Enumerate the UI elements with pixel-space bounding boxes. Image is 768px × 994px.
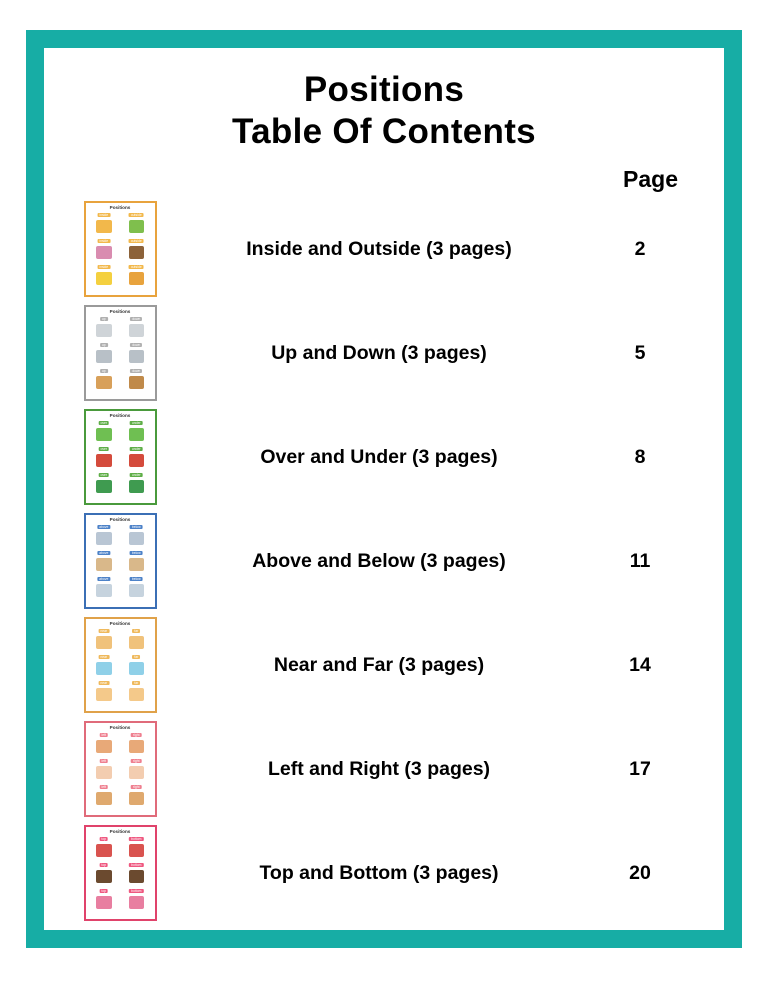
thumbnail-tile [89, 785, 120, 809]
thumbnail-tile-label: under [131, 446, 141, 451]
thumbnail-tile [121, 889, 152, 913]
thumbnail-tile [121, 681, 152, 705]
thumbnail-tile-label: inside [99, 264, 109, 269]
thumbnail-illustration [96, 844, 112, 857]
toc-entry-page-cell [592, 238, 694, 261]
thumbnail-tile-grid [89, 629, 152, 705]
toc-entry-label-cell [166, 862, 592, 885]
toc-entry-page-number: 20 [629, 861, 651, 884]
thumbnail-tile-grid [89, 317, 152, 393]
thumbnail-tile [89, 577, 120, 601]
thumbnail-illustration [96, 584, 112, 597]
thumbnail-illustration [129, 636, 144, 649]
toc-entry-page-cell [592, 758, 694, 781]
teal-border-frame [26, 30, 742, 948]
thumbnail-illustration [129, 220, 144, 233]
thumbnail-tile-label: near [100, 680, 108, 685]
thumbnail-tile-label: inside [99, 238, 109, 243]
thumbnail-tile [121, 759, 152, 783]
thumbnail-tile [89, 655, 120, 679]
thumbnail-tile-grid [89, 733, 152, 809]
thumbnail-tile [121, 577, 152, 601]
thumbnail-tile-grid [89, 421, 152, 497]
thumbnail-tile [89, 551, 120, 575]
thumbnail-tile-label: right [132, 732, 140, 737]
thumbnail-tile [121, 473, 152, 497]
worksheet-thumbnail-icon[interactable] [84, 617, 157, 713]
worksheet-thumbnail-icon[interactable] [84, 513, 157, 609]
thumbnail-illustration [129, 792, 144, 805]
thumbnail-tile-label: bottom [131, 836, 142, 841]
thumbnail-tile-grid [89, 213, 152, 289]
toc-row[interactable] [74, 509, 694, 613]
thumbnail-caption: Positions [109, 725, 131, 730]
thumbnail-illustration [96, 454, 112, 467]
thumbnail-caption: Positions [109, 517, 131, 522]
thumbnail-tile [89, 213, 120, 237]
thumbnail-illustration [129, 324, 144, 337]
thumbnail-tile-label: down [132, 342, 141, 347]
thumbnail-tile-label: right [132, 784, 140, 789]
thumbnail-tile [121, 265, 152, 289]
page-title [74, 70, 694, 154]
thumbnail-caption: Positions [109, 413, 131, 418]
toc-entry-label[interactable]: Left and Right (3 pages) [267, 757, 491, 780]
toc-entry-page-number: 17 [629, 757, 651, 780]
toc-entry-label[interactable]: Over and Under (3 pages) [260, 445, 498, 468]
thumbnail-tile [121, 317, 152, 341]
toc-row[interactable] [74, 301, 694, 405]
thumbnail-tile [89, 447, 120, 471]
toc-thumbnail-cell [74, 409, 166, 505]
thumbnail-illustration [96, 532, 112, 545]
toc-row[interactable] [74, 405, 694, 509]
thumbnail-tile [121, 421, 152, 445]
thumbnail-tile [89, 759, 120, 783]
thumbnail-illustration [129, 688, 144, 701]
toc-entry-page-cell [592, 446, 694, 469]
worksheet-thumbnail-icon[interactable] [84, 409, 157, 505]
thumbnail-tile [121, 343, 152, 367]
thumbnail-tile-label: over [100, 446, 108, 451]
thumbnail-illustration [129, 376, 144, 389]
thumbnail-illustration [96, 376, 112, 389]
toc-entry-page-number: 2 [634, 237, 646, 260]
toc-entry-page-number: 8 [634, 445, 646, 468]
page-column-header-row [74, 166, 694, 193]
thumbnail-caption: Positions [109, 309, 131, 314]
toc-thumbnail-cell [74, 513, 166, 609]
thumbnail-illustration [96, 220, 112, 233]
thumbnail-tile-grid [89, 837, 152, 913]
thumbnail-illustration [129, 428, 144, 441]
toc-entry-label-cell [166, 238, 592, 261]
thumbnail-tile-label: above [99, 550, 109, 555]
thumbnail-illustration [96, 272, 112, 285]
thumbnail-illustration [129, 870, 144, 883]
thumbnail-tile [89, 837, 120, 861]
thumbnail-tile [89, 343, 120, 367]
content-sheet [44, 48, 724, 930]
toc-row[interactable] [74, 717, 694, 821]
thumbnail-tile [89, 863, 120, 887]
thumbnail-tile [89, 317, 120, 341]
thumbnail-illustration [129, 272, 144, 285]
thumbnail-illustration [96, 896, 112, 909]
toc-entry-page-cell [592, 862, 694, 885]
thumbnail-tile [121, 369, 152, 393]
thumbnail-illustration [129, 350, 144, 363]
thumbnail-tile-label: above [99, 524, 109, 529]
thumbnail-tile-label: near [100, 628, 108, 633]
toc-row[interactable] [74, 613, 694, 717]
page-column-header: Page [623, 166, 678, 192]
toc-entry-label-cell [166, 550, 592, 573]
thumbnail-tile [121, 863, 152, 887]
thumbnail-tile-label: outside [130, 238, 142, 243]
toc-thumbnail-cell [74, 617, 166, 713]
thumbnail-tile-label: bottom [131, 862, 142, 867]
thumbnail-tile-label: under [131, 420, 141, 425]
toc-entry-label-cell [166, 342, 592, 365]
thumbnail-tile [89, 239, 120, 263]
thumbnail-tile-label: outside [130, 212, 142, 217]
thumbnail-illustration [96, 350, 112, 363]
thumbnail-illustration [96, 246, 112, 259]
thumbnail-tile-label: up [101, 316, 106, 321]
thumbnail-tile-label: outside [130, 264, 142, 269]
toc-entry-label-cell [166, 446, 592, 469]
thumbnail-illustration [129, 766, 144, 779]
thumbnail-tile-label: below [131, 550, 141, 555]
thumbnail-tile-label: below [131, 524, 141, 529]
thumbnail-tile-grid [89, 525, 152, 601]
thumbnail-tile-label: top [101, 862, 107, 867]
thumbnail-tile-label: left [101, 758, 107, 763]
thumbnail-tile-label: right [132, 758, 140, 763]
thumbnail-illustration [96, 480, 112, 493]
thumbnail-tile [121, 525, 152, 549]
thumbnail-tile [121, 239, 152, 263]
thumbnail-illustration [96, 688, 112, 701]
thumbnail-tile-label: top [101, 888, 107, 893]
title-line-secondary: Table Of Contents [232, 112, 536, 152]
toc-entry-label[interactable]: Near and Far (3 pages) [273, 653, 485, 676]
thumbnail-tile-label: left [101, 732, 107, 737]
thumbnail-illustration [129, 662, 144, 675]
thumbnail-tile-label: under [131, 472, 141, 477]
thumbnail-illustration [129, 532, 144, 545]
thumbnail-illustration [129, 740, 144, 753]
toc-entry-label[interactable]: Inside and Outside (3 pages) [246, 237, 512, 260]
thumbnail-tile [89, 369, 120, 393]
thumbnail-illustration [96, 870, 112, 883]
thumbnail-tile [89, 681, 120, 705]
toc-thumbnail-cell [74, 721, 166, 817]
thumbnail-tile-label: down [132, 368, 141, 373]
thumbnail-tile-label: below [131, 576, 141, 581]
thumbnail-illustration [96, 428, 112, 441]
thumbnail-tile-label: far [134, 654, 139, 659]
thumbnail-illustration [129, 584, 144, 597]
toc-entry-label-cell [166, 654, 592, 677]
toc-thumbnail-cell [74, 305, 166, 401]
worksheet-thumbnail-icon[interactable] [84, 305, 157, 401]
thumbnail-illustration [96, 662, 112, 675]
thumbnail-tile-label: left [101, 784, 107, 789]
thumbnail-tile [121, 213, 152, 237]
thumbnail-tile [89, 889, 120, 913]
thumbnail-illustration [129, 454, 144, 467]
thumbnail-tile [121, 447, 152, 471]
thumbnail-tile-label: over [100, 472, 108, 477]
worksheet-thumbnail-icon[interactable] [84, 721, 157, 817]
thumbnail-tile-label: bottom [131, 888, 142, 893]
thumbnail-illustration [129, 480, 144, 493]
thumbnail-tile [121, 785, 152, 809]
thumbnail-tile [121, 733, 152, 757]
thumbnail-illustration [129, 558, 144, 571]
thumbnail-tile [89, 421, 120, 445]
thumbnail-illustration [96, 792, 112, 805]
toc-entry-page-cell [592, 550, 694, 573]
title-line-primary: Positions [303, 70, 465, 109]
thumbnail-tile [89, 733, 120, 757]
thumbnail-tile-label: above [99, 576, 109, 581]
thumbnail-tile [121, 837, 152, 861]
thumbnail-illustration [96, 324, 112, 337]
toc-entry-label[interactable]: Top and Bottom (3 pages) [259, 861, 499, 884]
thumbnail-illustration [96, 740, 112, 753]
toc-thumbnail-cell [74, 201, 166, 297]
thumbnail-tile [121, 629, 152, 653]
thumbnail-tile [89, 473, 120, 497]
toc-entry-label-cell [166, 758, 592, 781]
thumbnail-caption: Positions [109, 205, 131, 210]
thumbnail-tile-label: far [134, 628, 139, 633]
toc-entry-page-number: 11 [629, 549, 651, 572]
thumbnail-tile [89, 265, 120, 289]
thumbnail-caption: Positions [109, 829, 131, 834]
thumbnail-tile-label: near [100, 654, 108, 659]
worksheet-thumbnail-icon[interactable] [84, 825, 157, 921]
thumbnail-tile-label: top [101, 836, 107, 841]
thumbnail-tile-label: inside [99, 212, 109, 217]
thumbnail-caption: Positions [109, 621, 131, 626]
toc-thumbnail-cell [74, 825, 166, 921]
worksheet-thumbnail-icon[interactable] [84, 201, 157, 297]
thumbnail-tile [89, 629, 120, 653]
toc-row[interactable] [74, 821, 694, 925]
thumbnail-tile-label: up [101, 342, 106, 347]
thumbnail-illustration [129, 844, 144, 857]
thumbnail-tile-label: far [134, 680, 139, 685]
toc-entry-page-cell [592, 342, 694, 365]
toc-row[interactable] [74, 197, 694, 301]
thumbnail-tile-label: over [100, 420, 108, 425]
thumbnail-illustration [129, 896, 144, 909]
table-of-contents-list [74, 197, 694, 925]
toc-entry-page-number: 5 [634, 341, 646, 364]
thumbnail-illustration [96, 558, 112, 571]
toc-entry-page-cell [592, 654, 694, 677]
thumbnail-tile-label: down [132, 316, 141, 321]
thumbnail-illustration [96, 636, 112, 649]
toc-entry-label[interactable]: Up and Down (3 pages) [271, 341, 487, 364]
thumbnail-illustration [96, 766, 112, 779]
thumbnail-tile [121, 551, 152, 575]
thumbnail-tile-label: up [101, 368, 106, 373]
thumbnail-tile [121, 655, 152, 679]
thumbnail-tile [89, 525, 120, 549]
toc-entry-label[interactable]: Above and Below (3 pages) [252, 549, 506, 572]
toc-entry-page-number: 14 [629, 653, 651, 676]
thumbnail-illustration [129, 246, 144, 259]
